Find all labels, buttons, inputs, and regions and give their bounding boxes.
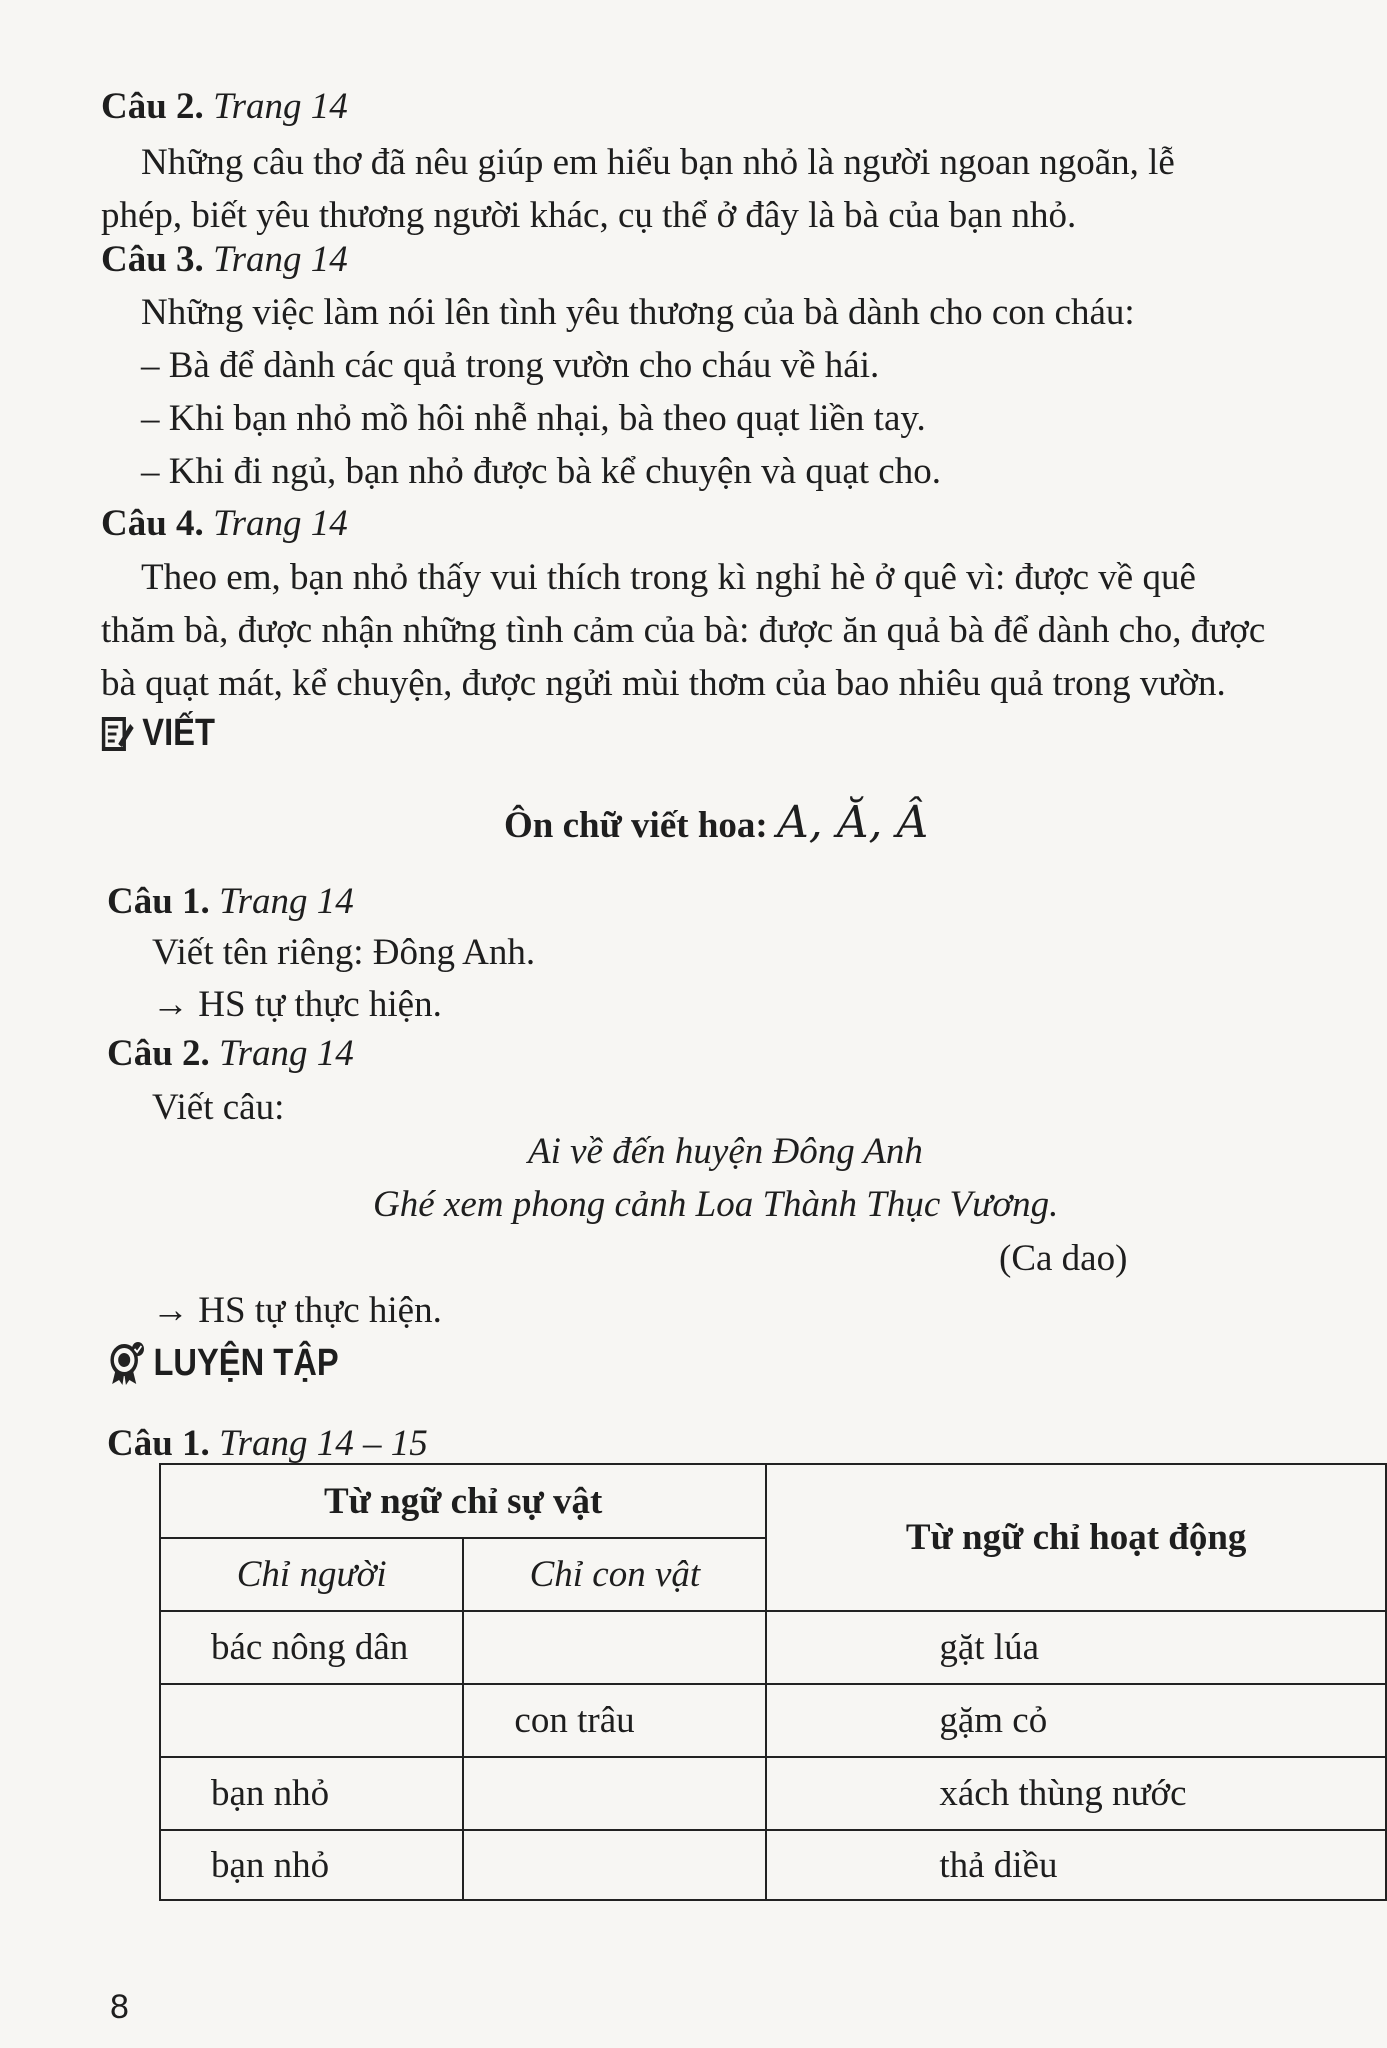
table-row	[160, 1830, 1386, 1900]
question-label: Câu 2.	[107, 1033, 210, 1074]
table-row	[160, 1757, 1386, 1830]
question-ref: Trang 14	[213, 239, 348, 280]
paragraph-line: phép, biết yêu thương người khác, cụ thể ở đây là bà của bạn nhỏ.	[101, 195, 1077, 236]
subheader-person: Chỉ người	[160, 1538, 463, 1611]
cell-activity: gặt lúa	[766, 1611, 1386, 1684]
paragraph-line: Viết câu:	[152, 1087, 285, 1128]
paragraph-line: thăm bà, được nhận những tình cảm của bà: được ăn quả bà để dành cho, được	[101, 610, 1266, 651]
question-heading	[107, 1032, 354, 1075]
question-heading	[101, 238, 348, 281]
cell-activity: gặm cỏ	[766, 1684, 1386, 1757]
paragraph-line: → HS tự thực hiện.	[152, 984, 442, 1025]
cell-animal: con trâu	[463, 1684, 766, 1757]
header-activity-words: Từ ngữ chỉ hoạt động	[766, 1464, 1386, 1611]
cell-person: bạn nhỏ	[160, 1830, 463, 1900]
paragraph-line: Những câu thơ đã nêu giúp em hiểu bạn nhỏ là người ngoan ngoãn, lễ	[141, 142, 1175, 183]
question-heading	[101, 502, 348, 545]
question-label: Câu 1.	[107, 881, 210, 922]
paragraph-line: bà quạt mát, kể chuyện, được ngửi mùi thơm của bao nhiêu quả trong vườn.	[101, 663, 1226, 704]
list-item: – Bà để dành các quả trong vườn cho cháu về hái.	[141, 345, 880, 386]
vocabulary-table	[159, 1463, 1387, 1901]
pencil-paper-icon	[101, 714, 135, 754]
paragraph-line: → HS tự thực hiện.	[152, 1290, 442, 1331]
lesson-title-text: Ôn chữ viết hoa:	[504, 805, 768, 846]
section-heading-luyen-tap	[107, 1340, 339, 1386]
cell-animal	[463, 1757, 766, 1830]
cell-animal	[463, 1830, 766, 1900]
award-badge-icon	[107, 1340, 147, 1386]
cell-activity: xách thùng nước	[766, 1757, 1386, 1830]
list-item: – Khi đi ngủ, bạn nhỏ được bà kể chuyện và quạt cho.	[141, 451, 941, 492]
question-label: Câu 3.	[101, 239, 204, 280]
cell-activity: thả diều	[766, 1830, 1386, 1900]
question-ref: Trang 14	[213, 503, 348, 544]
table-row	[160, 1611, 1386, 1684]
paragraph-line: Viết tên riêng: Đông Anh.	[152, 932, 536, 973]
subheader-animal: Chỉ con vật	[463, 1538, 766, 1611]
cell-person	[160, 1684, 463, 1757]
header-object-words: Từ ngữ chỉ sự vật	[160, 1464, 766, 1538]
question-heading	[101, 85, 348, 128]
table-header-row	[160, 1464, 1386, 1538]
question-ref: Trang 14	[219, 881, 354, 922]
question-heading	[107, 1422, 428, 1465]
lesson-title	[504, 797, 928, 848]
cell-animal	[463, 1611, 766, 1684]
section-heading-text: VIẾT	[142, 712, 215, 754]
question-heading	[107, 880, 354, 923]
script-letters: A, Ă, Â	[776, 797, 929, 848]
cell-person: bác nông dân	[160, 1611, 463, 1684]
question-label: Câu 1.	[107, 1423, 210, 1464]
section-heading-viet	[101, 712, 215, 755]
question-ref: Trang 14 – 15	[219, 1423, 428, 1464]
question-ref: Trang 14	[213, 86, 348, 127]
question-label: Câu 4.	[101, 503, 204, 544]
poem-line: Ai về đến huyện Đông Anh	[528, 1131, 923, 1172]
question-ref: Trang 14	[219, 1033, 354, 1074]
page-number: 8	[110, 1988, 129, 2026]
question-label: Câu 2.	[101, 86, 204, 127]
section-heading-text: LUYỆN TẬP	[153, 1341, 339, 1384]
table-row	[160, 1684, 1386, 1757]
poem-line: Ghé xem phong cảnh Loa Thành Thục Vương.	[373, 1184, 1059, 1225]
poem-source: (Ca dao)	[999, 1238, 1128, 1279]
cell-person: bạn nhỏ	[160, 1757, 463, 1830]
paragraph-line: Những việc làm nói lên tình yêu thương của bà dành cho con cháu:	[141, 292, 1135, 333]
list-item: – Khi bạn nhỏ mồ hôi nhễ nhại, bà theo quạt liền tay.	[141, 398, 926, 439]
paragraph-line: Theo em, bạn nhỏ thấy vui thích trong kì nghỉ hè ở quê vì: được về quê	[141, 557, 1196, 598]
